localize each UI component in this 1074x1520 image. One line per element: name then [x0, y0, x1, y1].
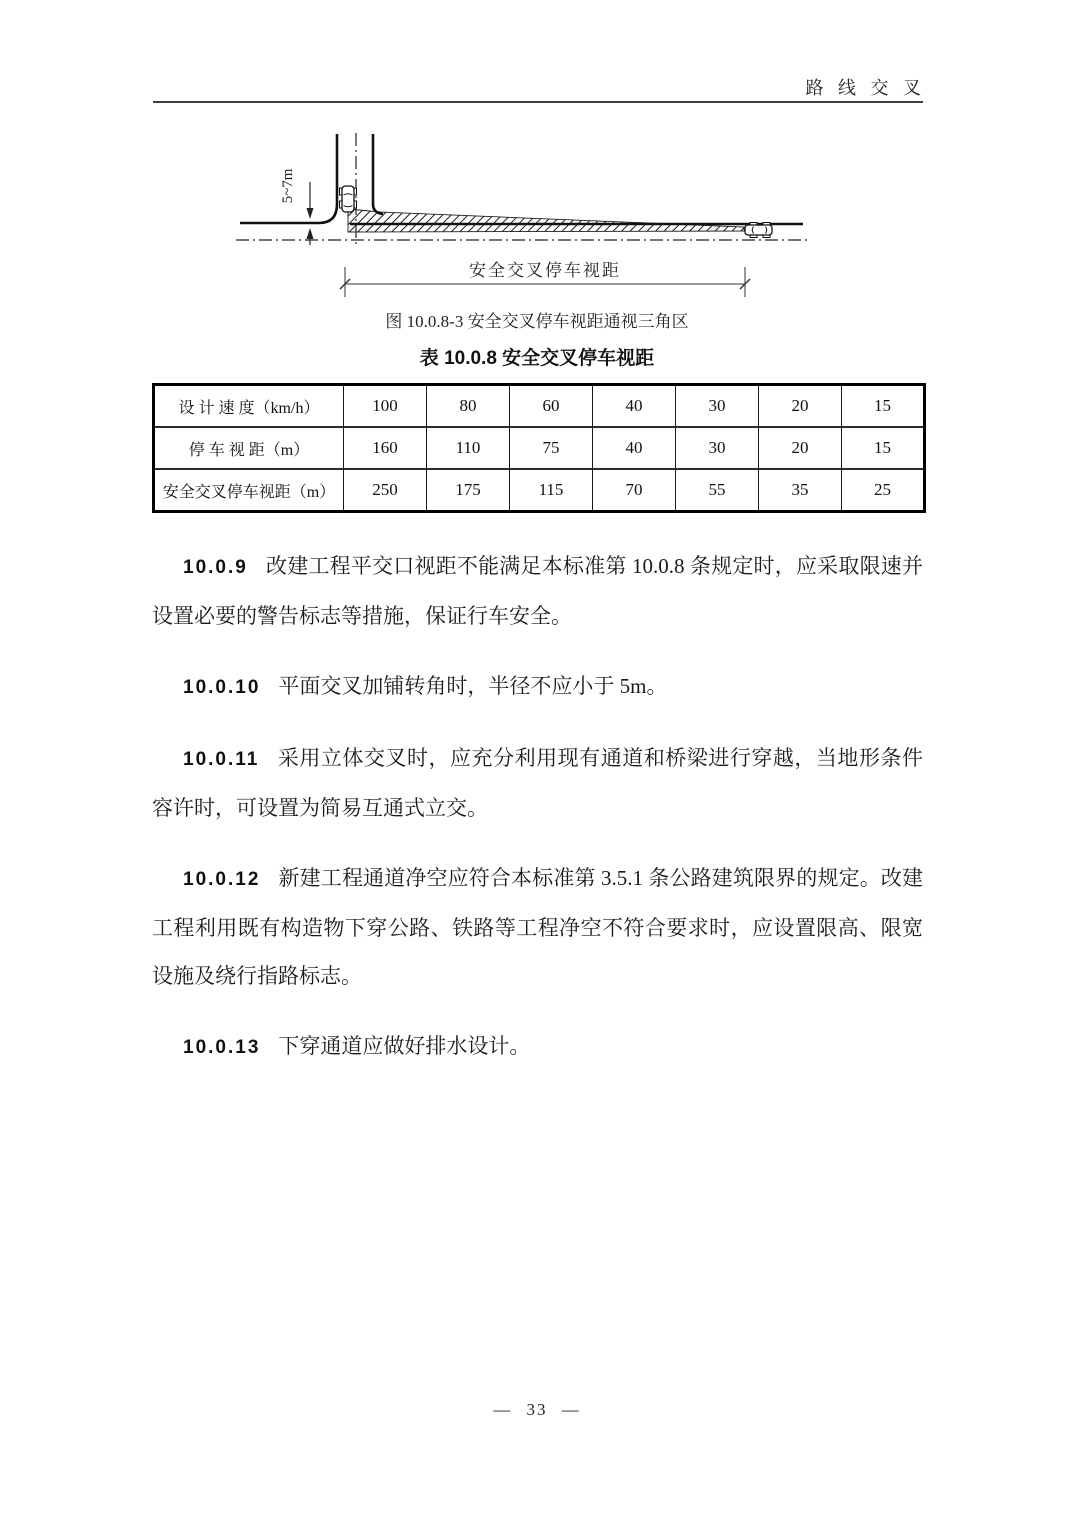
table-row-stopping-sight-distance: [154, 427, 925, 469]
table-cell: 175: [427, 469, 510, 512]
table-cell: 20: [759, 385, 842, 428]
table-cell: 40: [593, 427, 676, 469]
clause-10-0-12: [152, 854, 923, 1000]
clause-text: 新建工程通道净空应符合本标准第 3.5.1 条公路建筑限界的规定。改建工程利用既有构造物下穿公路、铁路等工程净空不符合要求时，应设置限高、限宽设施及绕行指路标志。: [152, 866, 923, 988]
clause-10-0-13: [152, 1022, 923, 1072]
table-cell: 30: [676, 427, 759, 469]
table-cell: 25: [842, 469, 925, 512]
table-cell: 80: [427, 385, 510, 428]
clause-text: 下穿通道应做好排水设计。: [278, 1034, 531, 1058]
header-rule: [153, 101, 923, 103]
row-label-design-speed: 设 计 速 度（km/h）: [154, 385, 344, 428]
sight-distance-table: [152, 383, 926, 513]
clause-number: 10.0.13: [183, 1037, 261, 1058]
clause-number: 10.0.11: [183, 749, 260, 770]
table-cell: 30: [676, 385, 759, 428]
page-header-title: 路 线 交 叉: [805, 78, 926, 98]
clause-number: 10.0.10: [183, 677, 261, 698]
table-cell: 35: [759, 469, 842, 512]
table-cell: 40: [593, 385, 676, 428]
table-cell: 110: [427, 427, 510, 469]
sight-triangle-diagram: [152, 128, 924, 302]
clause-number: 10.0.9: [183, 557, 248, 578]
minor-road-right-edge: [373, 134, 383, 214]
table-cell: 100: [344, 385, 427, 428]
table-cell: 115: [510, 469, 593, 512]
row-label-stopping-sight-distance: 停 车 视 距（m）: [154, 427, 344, 469]
table-cell: 70: [593, 469, 676, 512]
table-cell: 75: [510, 427, 593, 469]
clause-10-0-9: [152, 542, 923, 640]
table-cell: 15: [842, 385, 925, 428]
clause-list: [152, 542, 923, 1072]
table-cell: 250: [344, 469, 427, 512]
table-row-safe-intersection-sight-distance: [154, 469, 925, 512]
waiting-car-icon: [340, 186, 357, 212]
table-title: 表 10.0.8 安全交叉停车视距: [419, 348, 655, 369]
clause-text: 采用立体交叉时，应充分利用现有通道和桥梁进行穿越，当地形条件容许时，可设置为简易互通式立交。: [152, 746, 923, 820]
clause-text: 改建工程平交口视距不能满足本标准第 10.0.8 条规定时，应采取限速并设置必要的警告标志等措施，保证行车安全。: [152, 554, 923, 628]
table-cell: 55: [676, 469, 759, 512]
figure-caption: 图 10.0.8-3 安全交叉停车视距通视三角区: [385, 312, 689, 331]
clause-10-0-11: [152, 734, 923, 832]
clause-10-0-10: [152, 662, 923, 712]
table-cell: 15: [842, 427, 925, 469]
table-cell: 160: [344, 427, 427, 469]
table-row-design-speed: [154, 385, 925, 428]
row-label-safe-intersection-sight-distance: 安全交叉停车视距（m）: [154, 469, 344, 512]
offset-dimension-label: 5~7m: [280, 168, 296, 204]
clause-text: 平面交叉加铺转角时，半径不应小于 5m。: [278, 674, 668, 698]
sight-triangle-hatch: [348, 209, 744, 232]
table-cell: 20: [759, 427, 842, 469]
page-number: — 33 —: [493, 1400, 581, 1419]
sight-distance-label: 安全交叉停车视距: [469, 261, 621, 280]
offset-dimension-arrows: [307, 182, 314, 245]
clause-number: 10.0.12: [183, 869, 261, 890]
approaching-car-icon: [745, 223, 772, 238]
table-cell: 60: [510, 385, 593, 428]
